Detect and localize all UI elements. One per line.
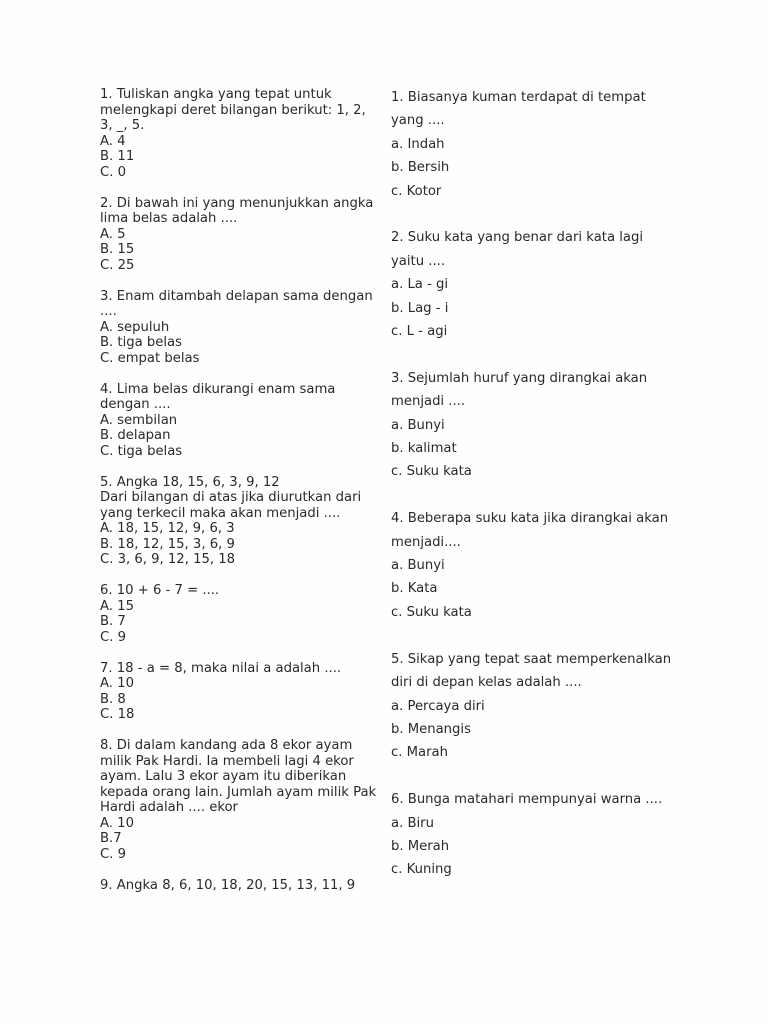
left-question-2 (100, 196, 382, 274)
question-text: 4. Beberapa suku kata jika dirangkai akan menjadi.... (391, 511, 669, 550)
option-a: a. Percaya diri (391, 698, 485, 714)
left-question-1 (100, 87, 382, 180)
option-c: c. Suku kata (391, 604, 472, 620)
option-b: B. tiga belas (100, 335, 183, 350)
left-question-5 (100, 475, 382, 568)
question-text: 2. Di bawah ini yang menunjukkan angka lima belas adalah .... (100, 195, 374, 226)
option-c: C. 9 (100, 846, 126, 862)
option-c: C. tiga belas (100, 443, 183, 459)
option-a: A. 15 (100, 598, 134, 614)
option-a: A. 10 (100, 815, 134, 831)
option-a: A. 10 (100, 676, 134, 691)
option-b: B. 8 (100, 691, 126, 707)
option-a: A. 5 (100, 226, 126, 242)
right-question-3 (391, 367, 676, 484)
option-b: b. Kata (391, 581, 438, 597)
left-column-math-questions (100, 87, 382, 909)
option-a: a. Bunyi (391, 417, 445, 433)
left-question-9 (100, 878, 382, 894)
left-question-6 (100, 583, 382, 645)
option-a: A. 4 (100, 133, 126, 149)
right-column-language-questions (391, 86, 676, 905)
question-text: 1. Biasanya kuman terdapat di tempat yang .... (391, 90, 646, 129)
option-b: B. delapan (100, 428, 171, 443)
left-question-8 (100, 738, 382, 862)
question-text: 9. Angka 8, 6, 10, 18, 20, 15, 13, 11, 9 (100, 877, 356, 893)
option-c: C. 18 (100, 707, 135, 722)
left-question-4 (100, 382, 382, 460)
left-question-7 (100, 661, 382, 723)
option-b: B. 18, 12, 15, 3, 6, 9 (100, 536, 235, 552)
option-b: b. Bersih (391, 160, 450, 176)
option-c: c. Suku kata (391, 464, 472, 480)
option-c: C. 3, 6, 9, 12, 15, 18 (100, 552, 236, 567)
option-a: A. 18, 15, 12, 9, 6, 3 (100, 521, 235, 536)
option-b: B. 15 (100, 242, 135, 257)
option-b: b. Lag - i (391, 300, 449, 316)
question-text: 6. 10 + 6 - 7 = .... (100, 583, 220, 598)
option-c: C. 9 (100, 629, 126, 645)
question-text: 8. Di dalam kandang ada 8 ekor ayam milik Pak Hardi. Ia membeli lagi 4 ekor ayam. Lalu 3 ekor ayam itu diberikan kepada orang lain. Jumlah ayam milik Pak Hardi adalah .... ekor (100, 738, 377, 815)
question-text: 2. Suku kata yang benar dari kata lagi yaitu .... (391, 230, 643, 269)
option-c: c. Kuning (391, 862, 452, 878)
option-a: A. sepuluh (100, 319, 170, 335)
right-question-6 (391, 788, 676, 882)
question-text: 7. 18 - a = 8, maka nilai a adalah .... (100, 660, 342, 676)
option-a: A. sembilan (100, 412, 178, 428)
option-c: c. Marah (391, 745, 448, 761)
question-text: 6. Bunga matahari mempunyai warna .... (391, 792, 663, 808)
option-a: a. Bunyi (391, 558, 445, 574)
right-question-5 (391, 648, 676, 765)
option-b: B. 7 (100, 614, 126, 629)
right-question-4 (391, 507, 676, 624)
question-text: 4. Lima belas dikurangi enam sama dengan .... (100, 381, 336, 412)
option-a: a. Biru (391, 815, 434, 831)
option-a: a. Indah (391, 136, 445, 152)
option-b: b. Merah (391, 838, 450, 854)
option-b: B.7 (100, 831, 122, 846)
right-question-1 (391, 86, 676, 203)
question-text: 5. Sikap yang tepat saat memperkenalkan diri di depan kelas adalah .... (391, 651, 672, 691)
option-c: C. 25 (100, 257, 135, 273)
option-b: b. Menangis (391, 721, 471, 737)
option-b: B. 11 (100, 149, 135, 164)
option-c: c. Kotor (391, 183, 442, 199)
option-b: b. kalimat (391, 441, 457, 457)
question-text: 3. Enam ditambah delapan sama dengan .... (100, 288, 373, 319)
option-c: C. 0 (100, 164, 126, 180)
question-text: 3. Sejumlah huruf yang dirangkai akan menjadi .... (391, 370, 648, 410)
question-text: 1. Tuliskan angka yang tepat untuk melengkapi deret bilangan berikut: 1, 2, 3, _, 5. (100, 87, 366, 133)
question-subtext: Dari bilangan di atas jika diurutkan dari yang terkecil maka akan menjadi .... (100, 490, 362, 521)
option-c: C. empat belas (100, 350, 200, 366)
question-text: 5. Angka 18, 15, 6, 3, 9, 12 (100, 474, 280, 490)
left-question-3 (100, 289, 382, 367)
right-question-2 (391, 226, 676, 343)
option-a: a. La - gi (391, 277, 449, 293)
option-c: c. L - agi (391, 324, 448, 340)
